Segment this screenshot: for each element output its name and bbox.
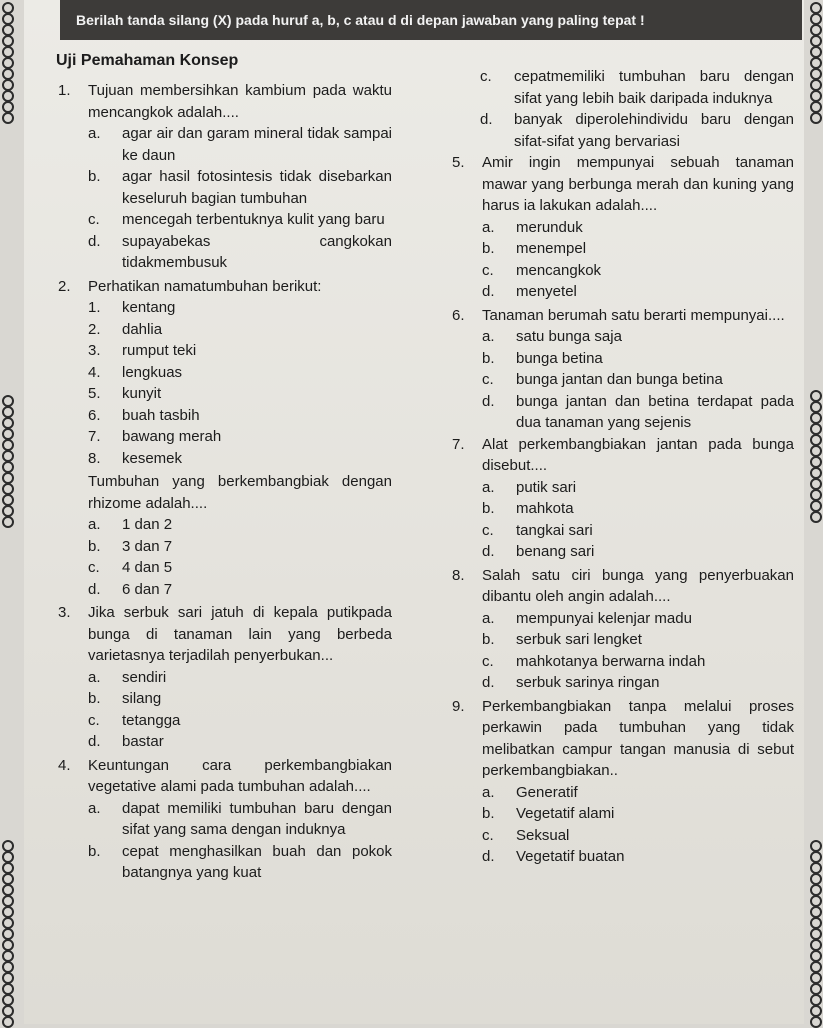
- binder-ring: [2, 1016, 14, 1028]
- option-b[interactable]: b. Vegetatif alami: [482, 805, 615, 822]
- option-d[interactable]: d. Vegetatif buatan: [482, 848, 625, 865]
- options-q5: [446, 217, 794, 303]
- option-d[interactable]: d. serbuk sarinya ringan: [482, 674, 660, 691]
- option-a[interactable]: a. satu bunga saja: [482, 328, 622, 345]
- list-item: 1. kentang: [88, 299, 176, 316]
- question-2: [52, 276, 392, 298]
- list-item: 5. kunyit: [88, 385, 162, 402]
- option-c[interactable]: c. cepatmemiliki tumbuhan baru dengan sifat yang lebih baik daripada induknya: [480, 68, 794, 107]
- option-c[interactable]: c. Seksual: [482, 826, 570, 844]
- option-b[interactable]: b. mahkota: [482, 500, 574, 517]
- question-number: 9.: [452, 697, 465, 715]
- question-stem: Amir ingin mempunyai sebuah tanaman mawar yang berbunga merah dan kuning yang harus ia lakukan adalah....: [482, 154, 794, 214]
- option-c[interactable]: c. tetangga: [88, 711, 181, 729]
- option-a[interactable]: a. Generatif: [482, 783, 578, 801]
- binder-rings-left: [2, 0, 12, 1024]
- question-8: [446, 565, 794, 608]
- question-number: 4.: [58, 756, 71, 774]
- options-q6: [446, 326, 794, 434]
- question-number: 3.: [58, 604, 71, 621]
- question-stem: Jika serbuk sari jatuh di kepala putikpada bunga di tanaman lain yang berbeda varietasnya terjadilah penyerbukan...: [88, 604, 392, 664]
- question-2-stem-continued: Tumbuhan yang berkembangbiak dengan rhizome adalah....: [88, 473, 392, 512]
- list-item: 2. dahlia: [88, 320, 163, 338]
- list-item: 3. rumput teki: [88, 342, 197, 359]
- question-3: [52, 602, 392, 667]
- option-d[interactable]: d. menyetel: [482, 283, 577, 300]
- plant-list: [52, 297, 392, 469]
- option-c[interactable]: c. tangkai sari: [482, 521, 593, 539]
- question-number: 2.: [58, 277, 71, 295]
- option-c[interactable]: c. bunga jantan dan bunga betina: [482, 371, 723, 388]
- option-a[interactable]: a. 1 dan 2: [88, 516, 173, 533]
- option-a[interactable]: a. putik sari: [482, 478, 577, 496]
- question-number: 1.: [58, 82, 71, 99]
- options-q8: [446, 608, 794, 694]
- question-stem: Salah satu ciri bunga yang penyerbuakan dibantu oleh angin adalah....: [482, 566, 794, 605]
- section-title: Uji Pemahaman Konsep: [56, 52, 239, 69]
- instruction-text: Berilah tanda silang (X) pada huruf a, b, c atau d di depan jawaban yang paling tepat !: [76, 12, 645, 28]
- question-stem: Keuntungan cara perkembangbiakan vegetative alami pada tumbuhan adalah....: [88, 756, 392, 795]
- option-b[interactable]: b. agar hasil fotosintesis tidak disebarkan keseluruh bagian tumbuhan: [88, 168, 392, 207]
- option-d[interactable]: d. bunga jantan dan betina terdapat pada dua tanaman yang sejenis: [482, 392, 794, 431]
- option-a[interactable]: a. merunduk: [482, 218, 583, 236]
- option-b[interactable]: b. serbuk sari lengket: [482, 631, 642, 648]
- list-item: 8. kesemek: [88, 449, 183, 467]
- question-5: [446, 152, 794, 217]
- option-c[interactable]: c. mencangkok: [482, 261, 602, 279]
- binder-ring: [2, 516, 14, 528]
- binder-ring: [810, 511, 822, 523]
- options-q3: [52, 667, 392, 753]
- question-stem: Perkembangbiakan tanpa melalui proses perkawin pada tumbuhan yang tidak melibatkan campur tangan manusia di sebut perkembangbiakan..: [482, 697, 794, 779]
- question-number: 6.: [452, 306, 465, 324]
- binder-rings-right: [810, 0, 820, 1024]
- option-c[interactable]: c. 4 dan 5: [88, 559, 173, 576]
- binder-ring: [810, 112, 822, 124]
- options-q2: [52, 514, 392, 600]
- option-a[interactable]: a. dapat memiliki tumbuhan baru dengan sifat yang sama dengan induknya: [88, 799, 392, 838]
- option-a[interactable]: a. mempunyai kelenjar madu: [482, 609, 692, 627]
- option-a[interactable]: a. agar air dan garam mineral tidak sampai ke daun: [88, 125, 392, 164]
- instruction-banner: [60, 0, 802, 40]
- options-q4-left: [52, 798, 392, 884]
- option-d[interactable]: d. supayabekas cangkokan tidakmembusuk: [88, 232, 392, 271]
- binder-ring: [810, 1016, 822, 1028]
- question-9: [446, 696, 794, 782]
- right-column: [446, 66, 794, 868]
- option-d[interactable]: d. benang sari: [482, 543, 595, 560]
- list-item: 4. lengkuas: [88, 363, 183, 381]
- question-stem: Alat perkembangbiakan jantan pada bunga disebut....: [482, 435, 794, 474]
- list-item: 7. bawang merah: [88, 428, 222, 445]
- question-number: 7.: [452, 435, 465, 453]
- question-stem: Perhatikan namatumbuhan berikut:: [88, 277, 322, 295]
- question-number: 8.: [452, 566, 465, 584]
- binder-ring: [2, 112, 14, 124]
- list-item: 6. buah tasbih: [88, 406, 200, 424]
- options-q1: [52, 123, 392, 274]
- option-d[interactable]: d. 6 dan 7: [88, 580, 173, 598]
- question-4: [52, 755, 392, 798]
- question-number: 5.: [452, 154, 465, 171]
- option-b[interactable]: b. silang: [88, 690, 162, 707]
- question-6: [446, 305, 794, 327]
- options-q7: [446, 477, 794, 563]
- left-column: [52, 80, 392, 884]
- option-b[interactable]: b. 3 dan 7: [88, 537, 173, 555]
- options-q9: [446, 782, 794, 868]
- question-7: [446, 434, 794, 477]
- question-stem: Tanaman berumah satu berarti mempunyai....: [482, 306, 785, 324]
- option-d[interactable]: d. bastar: [88, 733, 164, 750]
- question-1: [52, 80, 392, 123]
- options-q4-right: [446, 66, 794, 152]
- option-a[interactable]: a. sendiri: [88, 668, 167, 686]
- option-c[interactable]: c. mahkotanya berwarna indah: [482, 652, 706, 670]
- option-b[interactable]: b. bunga betina: [482, 349, 603, 367]
- option-c[interactable]: c. mencegah terbentuknya kulit yang baru: [88, 211, 385, 228]
- question-stem: Tujuan membersihkan kambium pada waktu mencangkok adalah....: [88, 82, 392, 121]
- option-d[interactable]: d. banyak diperolehindividu baru dengan sifat-sifat yang bervariasi: [480, 111, 794, 150]
- option-b[interactable]: b. cepat menghasilkan buah dan pokok batangnya yang kuat: [88, 842, 392, 881]
- option-b[interactable]: b. menempel: [482, 240, 587, 257]
